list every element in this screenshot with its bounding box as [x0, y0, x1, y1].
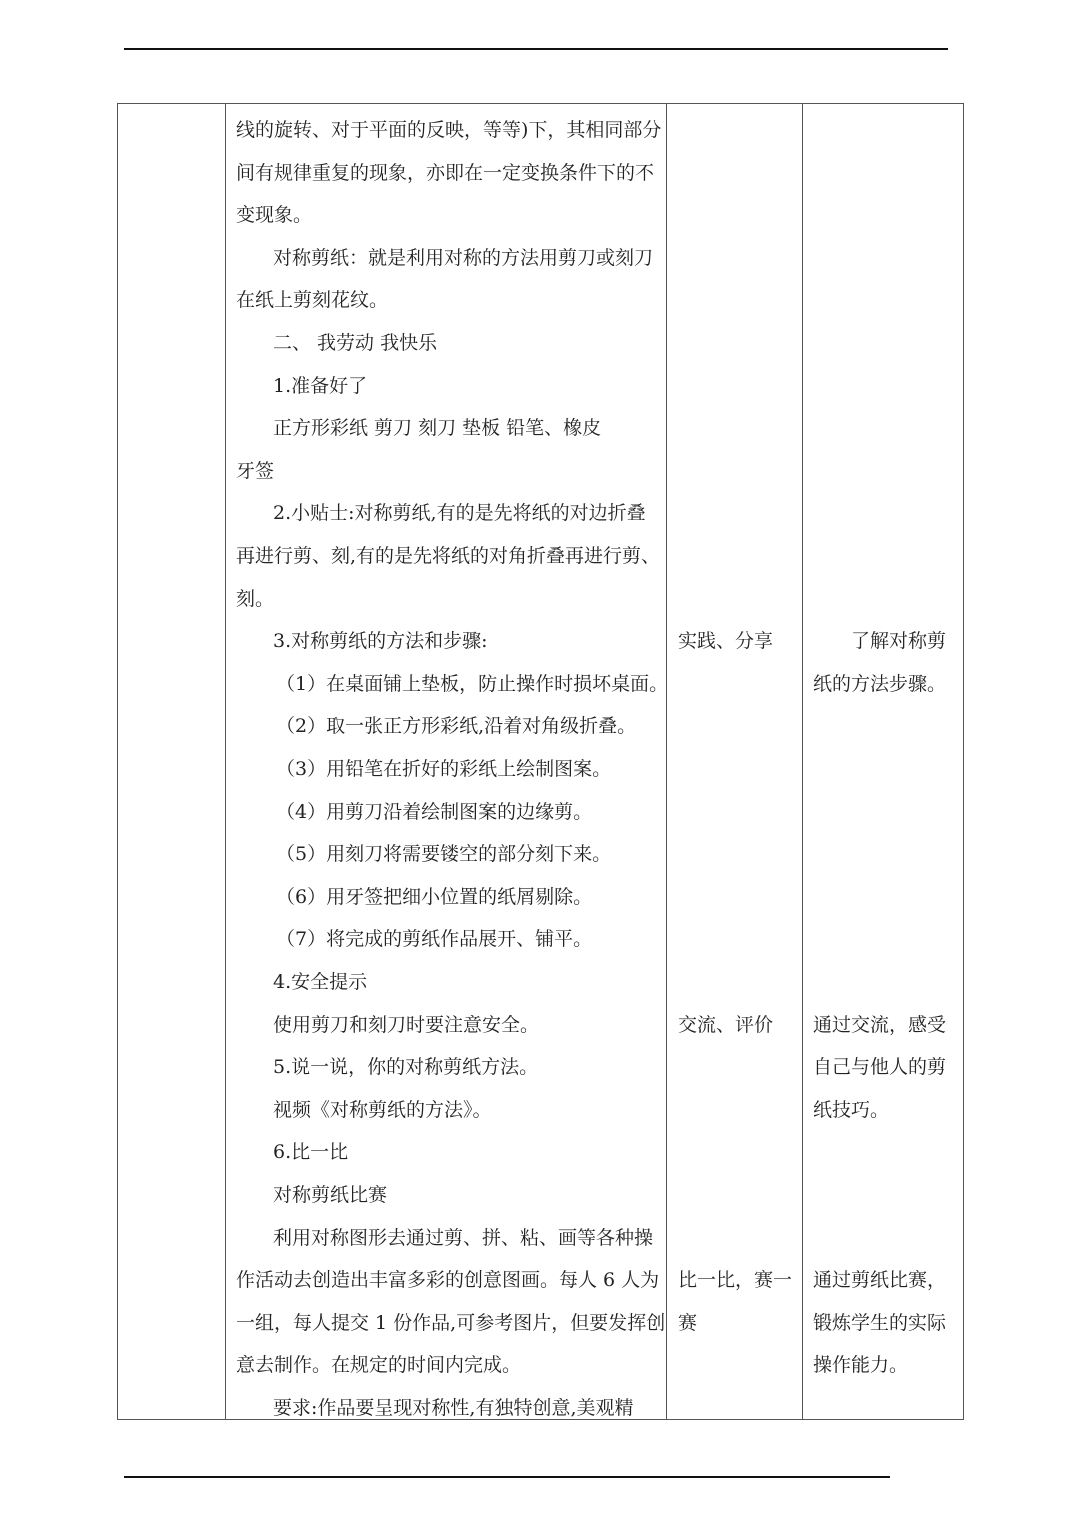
column-divider	[225, 104, 226, 1419]
content-line: 在纸上剪刻花纹。	[236, 289, 389, 312]
content-line: 对称剪纸比赛	[273, 1184, 388, 1206]
content-line: 对称剪纸：就是利用对称的方法用剪刀或刻刀	[273, 246, 654, 269]
content-line: （4）用剪刀沿着绘制图案的边缘剪。	[276, 800, 593, 823]
content-line: 意去制作。在规定的时间内完成。	[236, 1354, 522, 1377]
activity-text: 比一比，赛一	[678, 1269, 793, 1292]
purpose-text: 操作能力。	[813, 1354, 909, 1377]
content-line: 使用剪刀和刻刀时要注意安全。	[273, 1013, 540, 1036]
content-line: 5.说一说，你的对称剪纸方法。	[273, 1056, 539, 1079]
footer-rule	[124, 1476, 890, 1478]
column-divider	[802, 104, 803, 1419]
content-line: （3）用铅笔在折好的彩纸上绘制图案。	[276, 758, 612, 780]
content-line: 作活动去创造出丰富多彩的创意图画。每人 6 人为	[236, 1269, 660, 1292]
purpose-text: 通过交流，感受	[813, 1013, 947, 1036]
lesson-table	[117, 103, 964, 1420]
content-line: 间有规律重复的现象，亦即在一定变换条件下的不	[236, 161, 655, 184]
purpose-text: 纸的方法步骤。	[813, 672, 947, 695]
activity-text: 赛	[678, 1311, 698, 1334]
content-line: 二、 我劳动 我快乐	[273, 332, 438, 354]
column-divider	[666, 104, 667, 1419]
content-line: 视频《对称剪纸的方法》。	[273, 1098, 492, 1121]
activity-text: 实践、分享	[678, 630, 774, 653]
content-line: （6）用牙签把细小位置的纸屑剔除。	[276, 885, 593, 908]
content-line: （2）取一张正方形彩纸,沿着对角级折叠。	[276, 715, 637, 738]
content-line: 2.小贴士:对称剪纸,有的是先将纸的对边折叠	[273, 502, 646, 525]
purpose-text: 通过剪纸比赛，	[813, 1269, 947, 1292]
content-line: 利用对称图形去通过剪、拼、粘、画等各种操	[273, 1226, 654, 1249]
content-line: （1）在桌面铺上垫板，防止操作时损坏桌面。	[276, 672, 669, 695]
content-line: 正方形彩纸 剪刀 刻刀 垫板 铅笔、橡皮	[273, 417, 602, 440]
content-line: 牙签	[236, 459, 275, 482]
purpose-text: 自己与他人的剪	[813, 1056, 947, 1079]
content-line: （5）用刻刀将需要镂空的部分刻下来。	[276, 843, 612, 866]
content-line: 6.比一比	[273, 1141, 349, 1164]
content-line: 4.安全提示	[273, 971, 368, 993]
content-line: 刻。	[236, 587, 275, 610]
purpose-text: 纸技巧。	[813, 1098, 890, 1121]
header-rule	[124, 48, 948, 50]
content-line: 线的旋转、对于平面的反映，等等)下，其相同部分	[236, 119, 662, 141]
content-line: 变现象。	[236, 204, 313, 227]
content-line: 1.准备好了	[273, 374, 368, 397]
content-line: 要求:作品要呈现对称性,有独特创意,美观精	[273, 1397, 634, 1419]
purpose-text: 了解对称剪	[851, 630, 947, 653]
content-line: 3.对称剪纸的方法和步骤:	[273, 630, 488, 653]
activity-text: 交流、评价	[678, 1013, 774, 1036]
content-line: 一组，每人提交 1 份作品,可参考图片，但要发挥创	[236, 1311, 666, 1334]
content-line: （7）将完成的剪纸作品展开、铺平。	[276, 928, 593, 951]
content-line: 再进行剪、刻,有的是先将纸的对角折叠再进行剪、	[236, 545, 661, 567]
purpose-text: 锻炼学生的实际	[813, 1311, 947, 1334]
